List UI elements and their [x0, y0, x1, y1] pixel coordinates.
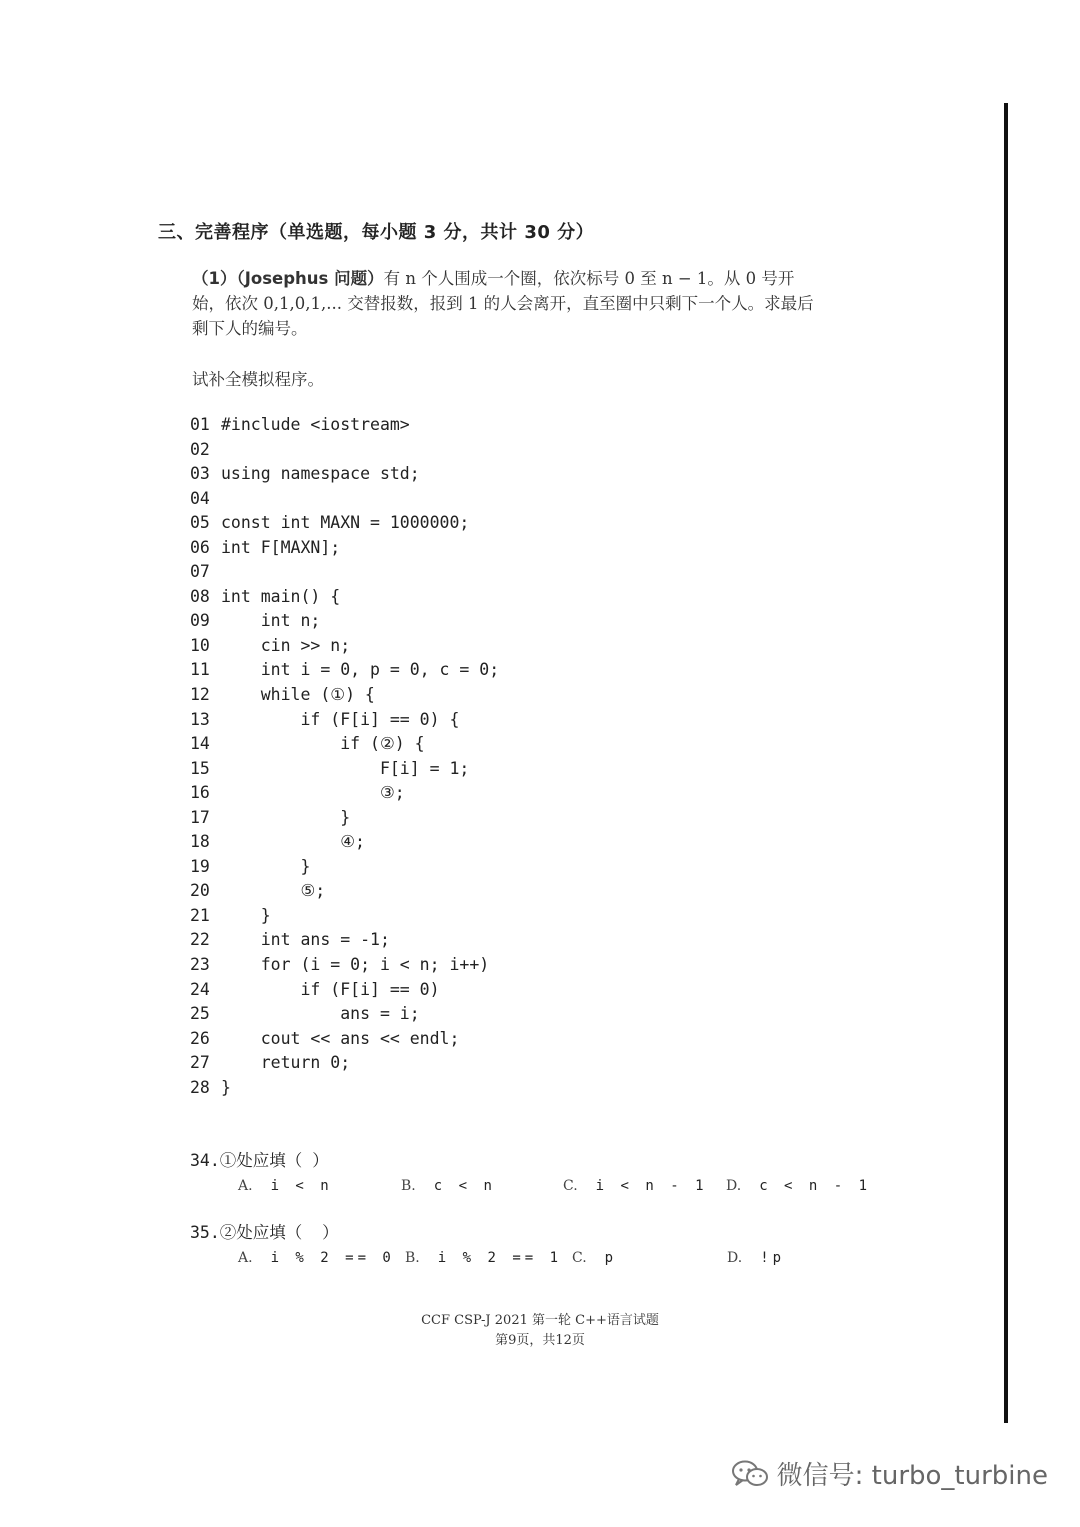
code-line: [190, 781, 499, 806]
code-line: [190, 536, 499, 561]
option-b[interactable]: B. i % 2 == 1: [405, 1250, 563, 1266]
code-text: #include <iostream>: [221, 415, 410, 434]
line-number: 08: [190, 586, 210, 606]
code-line: [190, 708, 499, 733]
problem-line-1: [192, 266, 912, 291]
code-text: int n;: [221, 611, 321, 631]
option-c[interactable]: C. i < n - 1: [563, 1178, 708, 1194]
line-number: 23: [190, 955, 210, 975]
line-number: 15: [190, 758, 210, 778]
line-number: 18: [190, 832, 210, 852]
line-number: 19: [190, 856, 210, 876]
code-line: [190, 757, 499, 782]
code-line: [190, 855, 499, 880]
line-number: 21: [190, 905, 210, 925]
line-number: 09: [190, 611, 210, 631]
question-options: [190, 1174, 872, 1198]
line-number: 26: [190, 1028, 210, 1048]
problem-text-1: 有 n 个人围成一个圈，依次标号 0 至 n − 1。从 0 号开: [383, 269, 795, 288]
right-border-line: [1004, 103, 1008, 1423]
line-number: 27: [190, 1053, 210, 1073]
line-number: 17: [190, 807, 210, 827]
option-a[interactable]: A. i < n: [238, 1178, 333, 1194]
code-text: ⑤;: [221, 881, 326, 901]
code-line: [190, 462, 499, 487]
watermark: [731, 1455, 1048, 1492]
code-text: for (i = 0; i < n; i++): [221, 955, 490, 975]
code-line: [190, 904, 499, 929]
question-34: [190, 1150, 872, 1198]
code-text: if (F[i] == 0) {: [221, 709, 460, 729]
code-line: [190, 1027, 499, 1052]
code-text: }: [221, 807, 351, 827]
wechat-icon: [731, 1459, 769, 1489]
line-number: 07: [190, 562, 210, 582]
line-number: 10: [190, 635, 210, 655]
code-text: int F[MAXN];: [221, 537, 341, 557]
code-line: [190, 879, 499, 904]
line-number: 14: [190, 734, 210, 754]
code-line: [190, 438, 499, 463]
code-line: [190, 413, 499, 438]
footer-title: CCF CSP-J 2021 第一轮 C++语言试题: [421, 1313, 659, 1328]
watermark-text: 微信号: turbo_turbine: [776, 1461, 1048, 1491]
line-number: 22: [190, 930, 210, 950]
code-text: F[i] = 1;: [221, 758, 470, 778]
line-number: 04: [190, 488, 210, 508]
problem-line-3: 剩下人的编号。: [192, 319, 308, 338]
section-title: 三、完善程序（单选题，每小题 3 分，共计 30 分）: [158, 222, 595, 243]
code-text: cin >> n;: [221, 635, 351, 655]
option-a[interactable]: A. i % 2 == 0: [238, 1250, 395, 1266]
code-line: [190, 683, 499, 708]
line-number: 24: [190, 979, 210, 999]
line-number: 01: [190, 415, 210, 434]
code-line: [190, 658, 499, 683]
line-number: 20: [190, 881, 210, 901]
code-block: [190, 413, 499, 1100]
question-35: [190, 1222, 786, 1270]
question-stem: 34.①处应填（ ）: [190, 1151, 329, 1170]
code-text: using namespace std;: [221, 464, 420, 484]
code-text: int ans = -1;: [221, 930, 390, 950]
problem-heading: （1）（Josephus 问题）: [192, 269, 384, 288]
code-text: int main() {: [221, 586, 341, 606]
footer-page-number: 第9页，共12页: [495, 1333, 585, 1348]
line-number: 03: [190, 464, 210, 484]
question-stem: 35.②处应填（ ）: [190, 1223, 339, 1242]
problem-line-2: 始，依次 0,1,0,1,... 交替报数，报到 1 的人会离开，直至圈中只剩下一个人。求最后: [192, 294, 814, 313]
line-number: 02: [190, 439, 210, 459]
code-line: [190, 830, 499, 855]
code-text: cout << ans << endl;: [221, 1028, 460, 1048]
line-number: 25: [190, 1004, 210, 1024]
code-text: }: [221, 1077, 231, 1097]
code-text: int i = 0, p = 0, c = 0;: [221, 660, 500, 680]
question-options: [190, 1246, 786, 1270]
problem-statement: [192, 266, 912, 341]
code-line: [190, 928, 499, 953]
code-text: ④;: [221, 832, 365, 852]
instruction: 试补全模拟程序。: [192, 370, 324, 389]
code-line: [190, 1002, 499, 1027]
code-text: if (F[i] == 0): [221, 979, 440, 999]
code-text: }: [221, 856, 311, 876]
code-line: [190, 634, 499, 659]
code-text: }: [221, 905, 271, 925]
code-line: [190, 487, 499, 512]
code-text: ③;: [221, 783, 405, 803]
code-text: ans = i;: [221, 1004, 420, 1024]
line-number: 12: [190, 685, 210, 705]
option-d[interactable]: D. c < n - 1: [726, 1178, 872, 1194]
option-d[interactable]: D. !p: [727, 1250, 786, 1266]
code-line: [190, 1051, 499, 1076]
line-number: 05: [190, 513, 210, 533]
code-line: [190, 511, 499, 536]
code-line: [190, 806, 499, 831]
code-text: if (②) {: [221, 734, 425, 754]
code-text: while (①) {: [221, 685, 375, 705]
code-text: return 0;: [221, 1053, 351, 1073]
code-line: [190, 560, 499, 585]
code-line: [190, 609, 499, 634]
line-number: 13: [190, 709, 210, 729]
code-line: [190, 732, 499, 757]
code-line: [190, 585, 499, 610]
code-line: [190, 1076, 499, 1101]
option-c[interactable]: C. p: [572, 1250, 618, 1266]
line-number: 06: [190, 537, 210, 557]
option-b[interactable]: B. c < n: [401, 1178, 496, 1194]
line-number: 28: [190, 1077, 210, 1097]
line-number: 11: [190, 660, 210, 680]
code-text: const int MAXN = 1000000;: [221, 513, 470, 533]
code-line: [190, 978, 499, 1003]
line-number: 16: [190, 783, 210, 803]
code-line: [190, 953, 499, 978]
